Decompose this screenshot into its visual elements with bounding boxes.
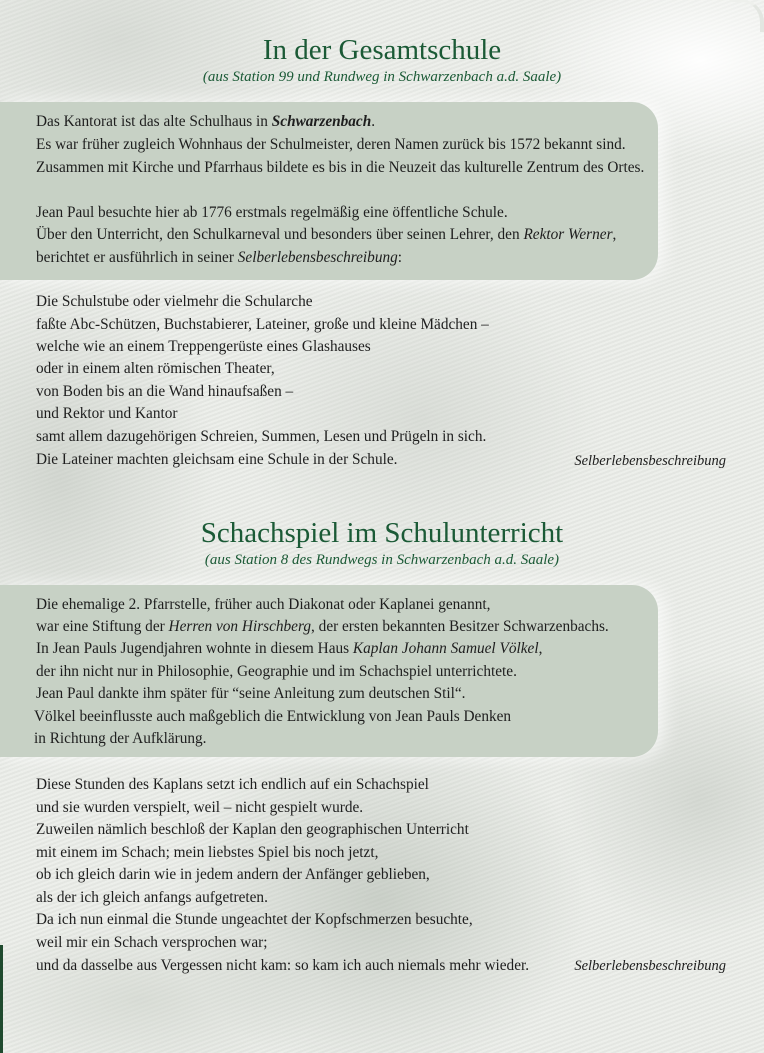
quote-line: und sie wurden verspielt, weil – nicht gespielt wurde. [36,799,364,816]
quote-line: Die Schulstube oder vielmehr die Schularche [36,293,313,310]
box-line: berichtet er ausführlich in seiner Selberlebensbeschreibung: [36,249,403,266]
box-line: Jean Paul besuchte hier ab 1776 erstmals regelmäßig eine öffentliche Schule. [36,204,508,221]
quote-line: und Rektor und Kantor [36,405,178,422]
box-line: in Richtung der Aufklärung. [34,730,207,747]
quote-line: ob ich gleich darin wie in jedem andern der Anfänger geblieben, [36,866,430,883]
quote-line: mit einem im Schach; mein liebstes Spiel bis noch jetzt, [36,844,379,861]
box-line: Völkel beeinflusste auch maßgeblich die Entwicklung von Jean Pauls Denken [34,708,512,725]
quote-line: Da ich nun einmal die Stunde ungeachtet der Kopfschmerzen besuchte, [36,911,473,928]
section2-info-box [0,585,658,757]
quote-line: als der ich gleich anfangs aufgetreten. [36,889,268,906]
quote-line: und da dasselbe aus Vergessen nicht kam: so kam ich auch niemals mehr wieder. [36,957,530,974]
section2-subtitle: (aus Station 8 des Rundwegs in Schwarzenbach a.d. Saale) [204,552,560,568]
quote-line: Zuweilen nämlich beschloß der Kaplan den geographischen Unterricht [36,821,469,838]
quote-line: weil mir ein Schach versprochen war; [36,934,268,951]
section1-info-box [0,102,658,280]
box-line: Das Kantorat ist das alte Schulhaus in Schwarzenbach. [36,113,376,130]
section1-source: Selberlebensbeschreibung [574,453,726,469]
section2-title: Schachspiel im Schulunterricht [200,517,564,549]
box-line: war eine Stiftung der Herren von Hirschberg, der ersten bekannten Besitzer Schwarzenbachs. [36,618,609,635]
quote-line: samt allem dazugehörigen Schreien, Summen, Lesen und Prügeln in sich. [36,428,487,445]
section1-subtitle: (aus Station 99 und Rundweg in Schwarzenbach a.d. Saale) [202,69,562,85]
box-line: Die ehemalige 2. Pfarrstelle, früher auch Diakonat oder Kaplanei genannt, [36,596,491,613]
box-line: Zusammen mit Kirche und Pfarrhaus bildete es bis in die Neuzeit das kulturelle Zentrum des Ortes. [36,159,645,176]
box-line: Über den Unterricht, den Schulkarneval und besonders über seinen Lehrer, den Rektor Werner, [36,226,617,243]
quote-line: von Boden bis an die Wand hinaufsaßen – [36,383,294,400]
quote-line: welche wie an einem Treppengerüste eines Glashauses [36,338,371,355]
box-line: In Jean Pauls Jugendjahren wohnte in diesem Haus Kaplan Johann Samuel Völkel, [36,640,543,657]
section2-source: Selberlebensbeschreibung [574,958,726,974]
quote-line: faßte Abc-Schützen, Buchstabierer, Lateiner, große und kleine Mädchen – [36,316,489,333]
box-line: Jean Paul dankte ihm später für “seine Anleitung zum deutschen Stil“. [36,685,466,702]
box-line: der ihn nicht nur in Philosophie, Geographie und im Schachspiel unterrichtete. [36,663,517,680]
quote-line: oder in einem alten römischen Theater, [36,360,275,377]
section1-title: In der Gesamtschule [262,34,502,66]
quote-line: Die Lateiner machten gleichsam eine Schule in der Schule. [36,451,398,468]
quote-line: Diese Stunden des Kaplans setzt ich endlich auf ein Schachspiel [36,776,429,793]
box-line: Es war früher zugleich Wohnhaus der Schulmeister, deren Namen zurück bis 1572 bekannt sind. [36,136,626,153]
